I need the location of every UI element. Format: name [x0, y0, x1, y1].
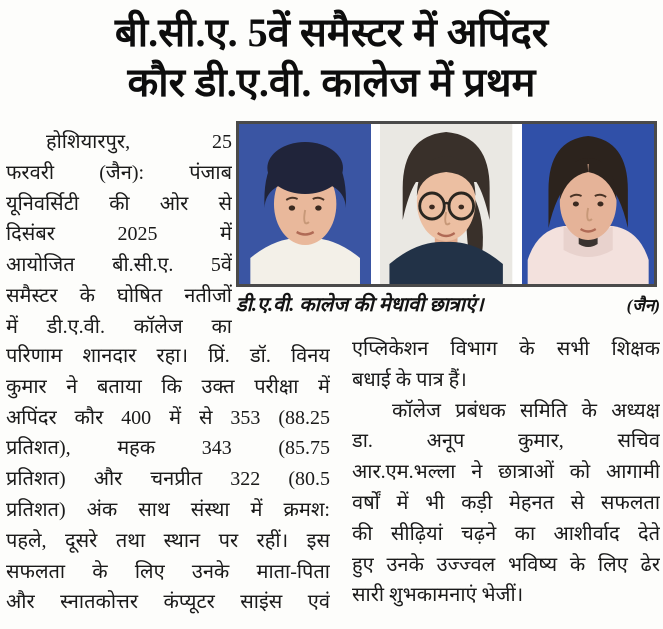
student-photo-2 [380, 124, 512, 284]
body-line: होशियारपुर, 25 [46, 131, 232, 153]
body-line: कुमार ने बताया कि उक्त परीक्षा में [6, 375, 330, 398]
body-column-left-wide [6, 341, 330, 618]
headline [0, 8, 663, 108]
body-line: और स्नातकोत्तर कंप्यूटर साइंस एवं [6, 591, 330, 614]
body-line: अपिंदर कौर 400 में से 353 (88.25 [6, 406, 330, 429]
photo-caption: डी.ए.वी. कालेज की मेधावी छात्राएं। [236, 294, 484, 316]
body-line: प्रतिशत) अंक साथ संस्था में क्रमश: [6, 498, 330, 521]
headline-line2: कौर डी.ए.वी. कालेज में प्रथम [127, 60, 536, 105]
body-line: यूनिवर्सिटी की ओर से [6, 192, 232, 215]
body-line: की सीढ़ियां चढ़ने का आशीर्वाद देते [352, 522, 660, 545]
portrait-2-illustration [380, 124, 512, 284]
body-line: आर.एम.भल्ला ने छात्राओं को आगामी [352, 461, 660, 484]
body-line: वर्षों में भी कड़ी मेहनत से सफलता [352, 491, 660, 514]
body-line: प्रतिशत) और चनप्रीत 322 (80.5 [6, 468, 330, 491]
body-line: प्रतिशत), महक 343 (85.75 [6, 437, 330, 460]
body-line: फरवरी (जैन): पंजाब [6, 161, 232, 184]
body-line: हुए उनके उज्ज्वल भविष्य के लिए ढेर [352, 553, 660, 576]
body-line: परिणाम शानदार रहा। प्रिं. डॉ. विनय [6, 345, 330, 367]
portrait-1-illustration [239, 124, 371, 284]
body-line: कॉलेज प्रबंधक समिति के अध्यक्ष [392, 399, 660, 422]
body-line: डा. अनूप कुमार, सचिव [352, 430, 660, 453]
portrait-3-illustration [522, 124, 654, 284]
body-line: सारी शुभकामनाएं भेजीं। [352, 584, 524, 607]
photo-credit: (जैन) [626, 296, 660, 315]
photo-caption-row [236, 292, 660, 319]
body-column-left-narrow [6, 127, 232, 343]
photo-strip [236, 121, 657, 287]
body-line: दिसंबर 2025 में [6, 223, 232, 246]
headline-line1: बी.सी.ए. 5वें समैस्टर में अपिंदर [114, 10, 549, 55]
student-photo-3 [522, 124, 654, 284]
body-column-right [352, 334, 660, 611]
body-line: सफलता के लिए उनके माता-पिता [6, 560, 330, 583]
body-line: आयोजित बी.सी.ए. 5वें [6, 254, 232, 277]
body-line: में डी.ए.वी. कॉलेज का [6, 315, 232, 338]
body-line: एप्लिकेशन विभाग के सभी शिक्षक [352, 338, 660, 360]
body-line: समैस्टर के घोषित नतीजों [6, 284, 232, 307]
student-photo-1 [239, 124, 371, 284]
body-line: पहले, दूसरे तथा स्थान पर रहीं। इस [6, 529, 330, 552]
body-line: बधाई के पात्र हैं। [352, 368, 467, 391]
